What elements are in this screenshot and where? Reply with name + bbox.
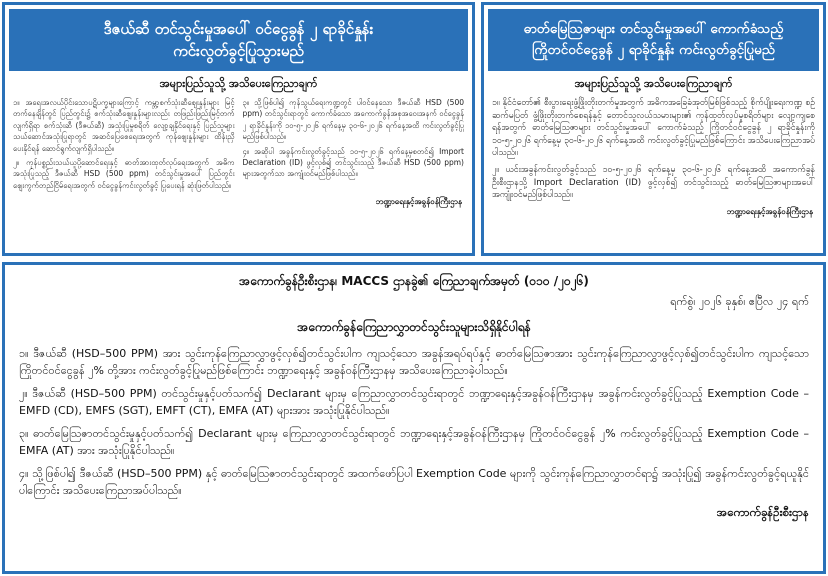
- fertilizer-notice-subtitle: အများပြည်သူသို့ အသိပေးကြေညာချက်: [574, 77, 733, 90]
- diesel-notice-title-line1: ဒီဇယ်ဆီ တင်သွင်းမှုအပေါ် ဝင်ငွေခွန် ၂ ရာခိုင်နှုန်း: [103, 20, 374, 38]
- fertilizer-notice-signature: ဘဏ္ဍာရေးနှင့်အခွန်ဝန်ကြီးဌာန: [726, 206, 813, 216]
- diesel-notice-title-line2: ကင်းလွတ်ခွင့်ပြုသွားမည်: [173, 42, 304, 60]
- fertilizer-notice-panel: [481, 2, 826, 256]
- diesel-notice-body: [5, 97, 472, 194]
- diesel-notice-para-1: ၁။ အရေးအလယ်ပိုင်းသောပဋိပက္ခများကြောင့် ကမ္ဘာ့စက်သုံးဆီဈေးနှုန်းများ မြင့်တက်နေချိန်တွင် ပြည်တွင်း၌ စက်သုံးဆီဈေးနှုန်းများလည်း တဖြည်းဖြည်းမြင့်တက်လျက်ရှိရာ စက်သုံးဆီ (ဒီဇယ်ဆီ) အသုံးပြုမှုစရိတ် လျော့ချနိုင်ရေးနှင့် ပြည်သူများ သယ်ဆောင်အသုံးပြုရာတွင် အဆင်ပြေစေရေးအတွက် ကုန်ဈေးနှုန်းများ ထိန်းညှိပေးနိုင်ရန် ဆောင်ရွက်လျက်ရှိပါသည်။: [13, 98, 235, 153]
- fertilizer-notice-title-line1: ဓာတ်မြေဩဇာများ တင်သွင်းမှုအပေါ် ကောက်ခံသည့်: [523, 21, 784, 37]
- fertilizer-notice-title-line2: ကြိုတင်ဝင်ငွေခွန် ၂ ရာခိုင်နှုန်း ကင်းလွတ်ခွင့်ပြုမည်: [532, 42, 775, 58]
- fertilizer-notice-body: [484, 97, 823, 202]
- diesel-notice-panel: [2, 2, 475, 256]
- customs-announcement-para-3: ၃။ ဓာတ်မြေဩဇာတင်သွင်းမှုနှင့်ပတ်သက်၍ Declarant များမှ ကြေညာလွှာတင်သွင်းရာတွင် ဘဏ္ဍာရေးနှင့်အခွန်ဝန်ကြီးဌာနမှ ကြိုတင်ဝင်ငွေခွန် ၂% ကင်းလွတ်ခွင့်ပြုသည့် Exemption Code – EMFA (AT) အား အသုံးပြုနိုင်ပါသည်။: [19, 427, 809, 457]
- diesel-notice-banner: [9, 9, 468, 71]
- customs-announcement-signature: အကောက်ခွန်ဦးစီးဌာန: [716, 505, 809, 519]
- fertilizer-notice-banner: [488, 9, 819, 71]
- diesel-notice-subtitle: အများပြည်သူသို့ အသိပေးကြေညာချက်: [159, 77, 318, 90]
- fertilizer-notice-para-1: ၁။ နိုင်ငံတော်၏ စီးပွားရေးဖွံ့ဖြိုးတိုးတက်မှုအတွက် အဓိကအခြေခံအုတ်မြစ်ဖြစ်သည့် စိုက်ပျိုးရေးကဏ္ဍ စဉ်ဆက်မပြတ် ဖွံ့ဖြိုးတိုးတက်စေရန်နှင့် တောင်သူလယ်သမားများ၏ ကုန်ထုတ်လုပ်မှုစရိတ်များ လျော့ကျစေရန်အတွက် ဓာတ်မြေဩဇာများ တင်သွင်းမှုအပေါ် ကောက်ခံသည့် ကြိုတင်ဝင်ငွေခွန် ၂ ရာခိုင်နှုန်းကို ၁၀-၅-၂၀၂၆ ရက်နေ့မှ ၃၀-၆-၂၀၂၆ ရက်နေ့အထိ ကင်းလွတ်ခွင့်ပြုမည်ဖြစ်ကြောင်း အသိပေးကြေညာအပ်ပါသည်။: [492, 98, 815, 159]
- customs-announcement-para-2: ၂။ ဒီဇယ်ဆီ (HSD–500 PPM) တင်သွင်းမှုနှင့်ပတ်သက်၍ Declarant များမှ ကြေညာလွှာတင်သွင်းရာတွင် ဘဏ္ဍာရေးနှင့်အခွန်ဝန်ကြီးဌာနမှ အခွန်ကင်းလွတ်ခွင့်ပြုသည့် Exemption Code – EMFD (CD), EMFS (SGT), EMFT (CT), EMFA (AT) များအား အသုံးပြုနိုင်ပါသည်။: [19, 387, 809, 417]
- customs-announcement-heading: အကောက်ခွန်ဦးစီးဌာန၊ MACCS ဌာနခွဲ၏ ကြေညာချက်အမှတ် (၀၁၀ /၂၀၂၆): [239, 274, 589, 288]
- diesel-notice-para-2: ၂။ ကုန်ပစ္စည်းသယ်ယူပို့ဆောင်ရေးနှင့် ဓာတ်အားထုတ်လုပ်ရေးအတွက် အဓိကအသုံးပြုသည့် ဒီဇယ်ဆီ HSD (500 ppm) တင်သွင်းမှုအပေါ် ပြည်တွင်းဈေးကွက်တည်ငြိမ်ရေးအတွက် ဝင်ငွေခွန်ကင်းလွတ်ခွင့် ပြုပေးရန် ဆုံးဖြတ်ပါသည်။: [13, 158, 235, 190]
- customs-announcement-para-1: ၁။ ဒီဇယ်ဆီ (HSD–500 PPM) အား သွင်းကုန်ကြေညာလွှာဖွင့်လှစ်၍တင်သွင်းပါက ကျသင့်သော အခွန်အရပ်ရပ်နှင့် ဓာတ်မြေဩဇာအား သွင်းကုန်ကြေညာလွှာဖွင့်လှစ်၍တင်သွင်းပါက ကျသင့်သော ကြိုတင်ဝင်ငွေခွန် ၂% တို့အား ကင်းလွတ်ခွင့်ပြုမည်ဖြစ်ကြောင်း ဘဏ္ဍာရေးနှင့် အခွန်ဝန်ကြီးဌာနမှ အသိပေးကြေညာခဲ့ပါသည်။: [19, 347, 809, 377]
- customs-announcement-para-4: ၄။ သို့ဖြစ်ပါ၍ ဒီဇယ်ဆီ (HSD–500 PPM) နှင့် ဓာတ်မြေဩဇာတင်သွင်းရာတွင် အထက်ဖော်ပြပါ Exemption Code များကို သွင်းကုန်ကြေညာလွှာတင်ရာ၌ အသုံးပြု၍ အခွန်ကင်းလွတ်ခွင့်ရယူနိုင်ပါကြောင်း အသိပေးကြေညာအပ်ပါသည်။: [19, 467, 809, 497]
- customs-announcement-subheading: အကောက်ခွန်ကြေညာလွှာတင်သွင်းသူများသိရှိနိုင်ပါရန်: [297, 320, 531, 334]
- diesel-notice-signature: ဘဏ္ဍာရေးနှင့်အခွန်ဝန်ကြီးဌာန: [375, 197, 462, 207]
- diesel-notice-column-1: [13, 97, 235, 194]
- diesel-notice-para-4: ၄။ အဆိုပါ အခွန်ကင်းလွတ်ခွင့်သည် ၁၀-၅-၂၀၂၆ ရက်နေ့မှစတင်၍ Import Declaration (ID) ဖွင့်လှစ်၍ တင်သွင်းသည့် ဒီဇယ်ဆီ HSD (500 ppm) များအတွက်သာ အကျုံးဝင်မည်ဖြစ်ပါသည်။: [242, 146, 464, 179]
- customs-announcement-date: ရက်စွဲ၊ ၂၀၂၆ ခုနှစ်၊ ဧပြီလ ၂၄ ရက်: [670, 295, 809, 308]
- customs-announcement-panel: [2, 262, 826, 574]
- diesel-notice-para-3: ၃။ သို့ဖြစ်ပါ၍ ကုန်သွယ်ရေးကဏ္ဍတွင် ပါဝင်နေသော ဒီဇယ်ဆီ HSD (500 ppm) တင်သွင်းရာတွင် ကောက်ခံသော အကောက်ခွန်အစုအဝေးအနက် ဝင်ငွေခွန် ၂ ရာခိုင်နှုန်းကို ၁၀-၅-၂၀၂၆ ရက်နေ့မှ ၃၀-၆-၂၀၂၆ ရက်နေ့အထိ ကင်းလွတ်ခွင့်ပြုမည်ဖြစ်ပါသည်။: [242, 98, 464, 142]
- fertilizer-notice-para-2: ၂။ ယင်းအခွန်ကင်းလွတ်ခွင့်သည် ၁၀-၅-၂၀၂၆ ရက်နေ့မှ ၃၀-၆-၂၀၂၆ ရက်နေ့အထိ အကောက်ခွန်ဦးစီးဌာနသို့ Import Declaration (ID) ဖွင့်လှစ်၍ တင်သွင်းသည့် ဓာတ်မြေဩဇာများအပေါ် အကျုံးဝင်မည်ဖြစ်ပါသည်။: [492, 164, 815, 201]
- diesel-notice-column-2: [243, 97, 465, 194]
